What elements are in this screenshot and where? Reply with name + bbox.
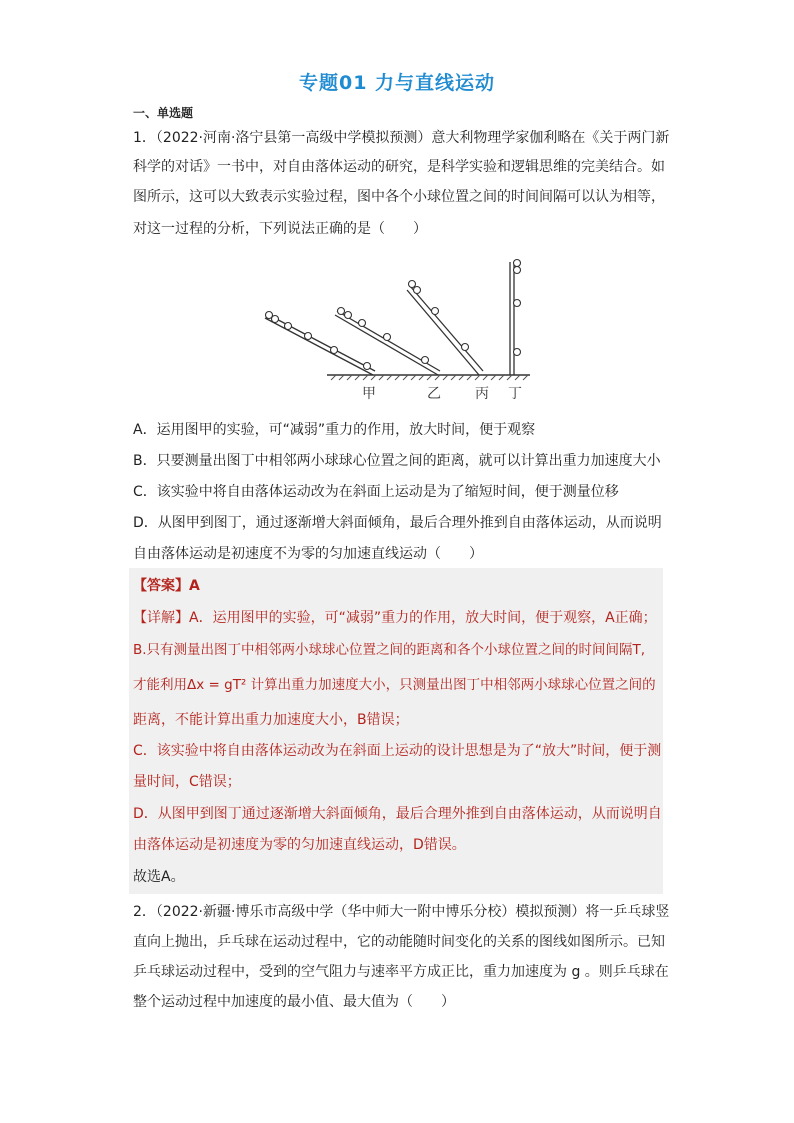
label-yi: 乙 [427, 386, 441, 402]
q1-option-a: A．运用图甲的实验，可“减弱”重力的作用，放大时间，便于观察 [133, 422, 536, 438]
conclusion-line: 故选A。 [133, 869, 185, 885]
detail-line: C．该实验中将自由落体运动改为在斜面上运动的设计思想是为了“放大”时间，便于测 [133, 743, 662, 759]
q1-option-d-cont: 自由落体运动是初速度不为零的匀加速直线运动（ ） [133, 546, 483, 562]
incline-experiment-figure [255, 255, 545, 405]
label-ding: 丁 [508, 386, 522, 402]
detail-line: 【详解】A．运用图甲的实验，可“减弱”重力的作用，放大时间，便于观察，A正确； [133, 610, 657, 626]
q2-stem-line: 直向上抛出，乒乓球在运动过程中，它的动能随时间变化的关系的图线如图所示。已知 [133, 934, 665, 950]
detail-line: 才能利用Δx = gT² 计算出重力加速度大小，只测量出图丁中相邻两小球球心位置之间的 [133, 677, 656, 693]
q1-option-d: D．从图甲到图丁，通过逐渐增大斜面倾角，最后合理外推到自由落体运动，从而说明 [133, 515, 662, 531]
q1-stem-line: 科学的对话》一书中，对自由落体运动的研究，是科学实验和逻辑思维的完美结合。如 [133, 159, 665, 175]
detail-line: D．从图甲到图丁通过逐渐增大斜面倾角，最后合理外推到自由落体运动，从而说明自 [133, 806, 662, 822]
label-jia: 甲 [362, 386, 376, 402]
incline-ding [510, 262, 514, 375]
label-bing: 丙 [475, 386, 489, 402]
section-heading: 一、单选题 [133, 106, 194, 120]
detail-line: B.只有测量出图丁中相邻两小球球心位置之间的距离和各个小球位置之间的时间间隔T, [133, 642, 646, 658]
balls-bing [409, 281, 469, 351]
q2-stem-line: 2．（2022·新疆·博乐市高级中学（华中师大一附中博乐分校）模拟预测）将一乒乓球竖 [133, 904, 670, 920]
q1-stem-line: 图所示，这可以大致表示实验过程，图中各个小球位置之间的时间间隔可以认为相等， [133, 189, 665, 205]
detail-line: 量时间，C错误； [133, 774, 241, 790]
q2-stem-line: 整个运动过程中加速度的最小值、最大值为（ ） [133, 994, 455, 1010]
balls-yi [338, 308, 429, 364]
detail-line: 距离，不能计算出重力加速度大小，B错误； [133, 712, 409, 728]
incline-yi [335, 311, 440, 375]
page-title: 专题01 力与直线运动 [298, 72, 496, 94]
incline-bing [407, 286, 483, 375]
detail-line: 由落体运动是初速度为零的匀加速直线运动，D错误。 [133, 837, 466, 853]
q1-option-b: B．只要测量出图丁中相邻两小球球心位置之间的距离，就可以计算出重力加速度大小 [133, 453, 661, 469]
answer-line: 【答案】A [133, 578, 200, 594]
q1-stem-line: 1．（2022·河南·洛宁县第一高级中学模拟预测）意大利物理学家伽利略在《关于两门新 [133, 130, 670, 146]
q1-stem-line: 对这一过程的分析，下列说法正确的是（ ） [133, 221, 427, 237]
q2-stem-line: 乒乓球运动过程中，受到的空气阻力与速率平方成正比，重力加速度为 g 。则乒乓球在 [133, 964, 669, 980]
q1-option-c: C．该实验中将自由落体运动改为在斜面上运动是为了缩短时间，便于测量位移 [133, 484, 619, 500]
